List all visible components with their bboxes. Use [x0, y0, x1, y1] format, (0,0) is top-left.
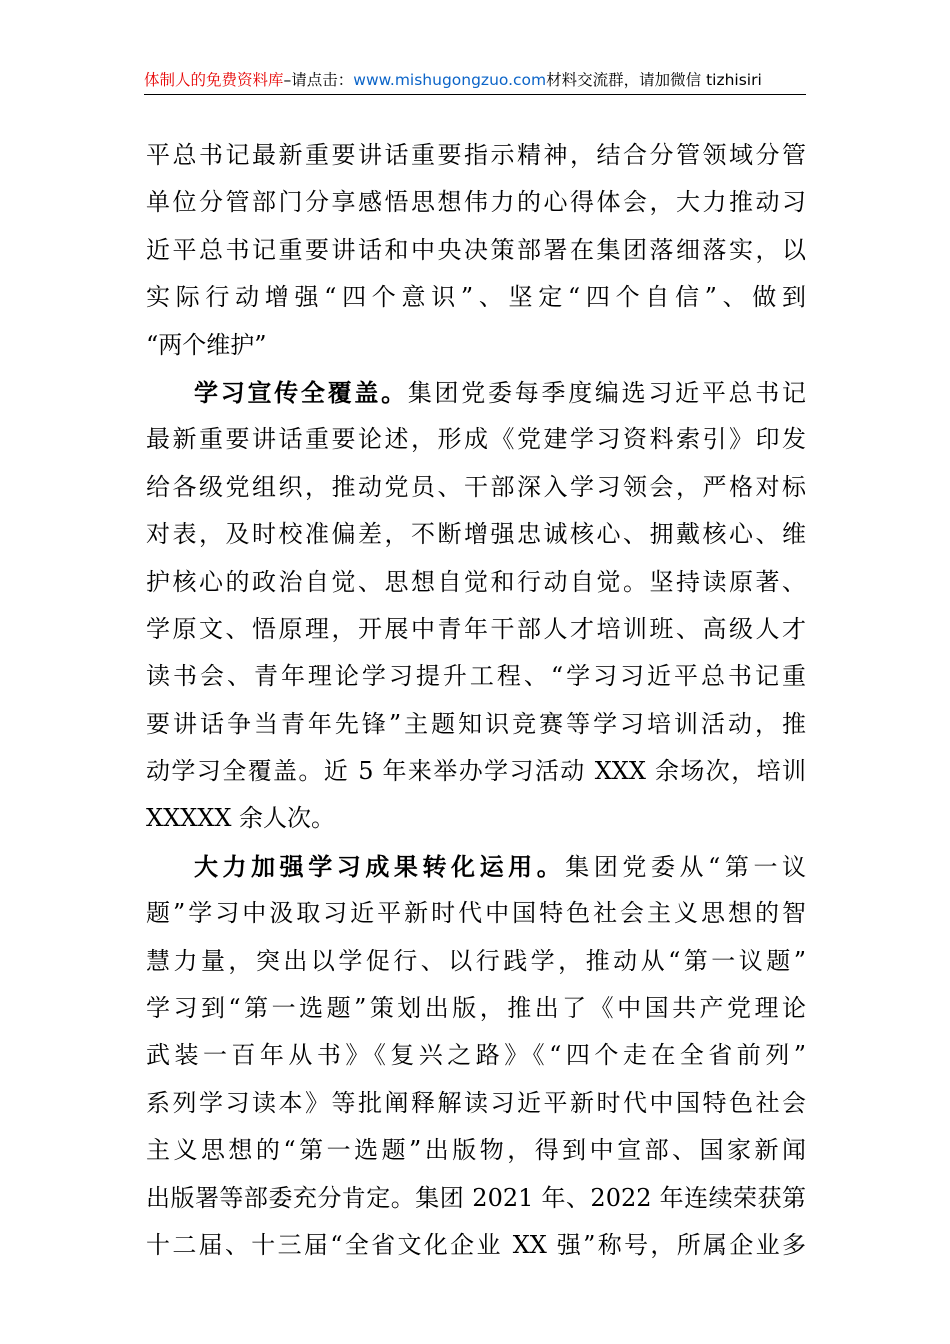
- text-line: 慧力量，突出以学促行、以行践学，推动从“第一议题”: [146, 946, 806, 975]
- paragraph-first-line: [146, 843, 806, 890]
- paragraph-heading: 大力加强学习成果转化运用。: [194, 851, 566, 881]
- page-header: [144, 68, 806, 95]
- text-line: 给各级党组织，推动党员、干部深入学习领会，严格对标: [146, 472, 806, 501]
- text-line: “两个维护”: [146, 330, 267, 359]
- paragraph-text: 集团党委从“第一议: [565, 852, 806, 881]
- text-line: 平总书记最新重要讲话重要指示精神，结合分管领域分管: [146, 141, 806, 169]
- text-line: 对表，及时校准偏差，不断增强忠诚核心、拥戴核心、维: [146, 520, 806, 549]
- text-line: 读书会、青年理论学习提升工程、“学习习近平总书记重: [146, 662, 806, 691]
- text-line: 主义思想的“第一选题”出版物，得到中宣部、国家新闻: [146, 1136, 806, 1165]
- header-brand: 体制人的免费资料库: [144, 71, 284, 89]
- text-line: 系列学习读本》等批阐释解读习近平新时代中国特色社会: [146, 1088, 806, 1117]
- paragraph-first-line: [146, 369, 806, 416]
- text-line: 要讲话争当青年先锋”主题知识竞赛等学习培训活动，推: [146, 709, 806, 738]
- text-line: 实际行动增强“四个意识”、坚定“四个自信”、做到: [146, 283, 806, 312]
- text-line: 学原文、悟原理，开展中青年干部人才培训班、高级人才: [146, 614, 806, 643]
- paragraph-2: [146, 369, 806, 843]
- document-body: [146, 132, 806, 1269]
- header-wechat-note: 材料交流群，请加微信 tizhisiri: [546, 71, 762, 89]
- text-line: XXXXX 余人次。: [146, 804, 336, 833]
- text-line: 题”学习中汲取习近平新时代中国特色社会主义思想的智: [146, 899, 806, 928]
- text-line: 护核心的政治自觉、思想自觉和行动自觉。坚持读原著、: [146, 567, 806, 596]
- text-line: 近平总书记重要讲话和中央决策部署在集团落细落实，以: [146, 235, 806, 264]
- paragraph-1: [146, 132, 806, 369]
- paragraph-heading: 学习宣传全覆盖。: [194, 377, 408, 407]
- text-line: 武装一百年从书》《复兴之路》《“四个走在全省前列”: [146, 1041, 806, 1070]
- text-line: 十二届、十三届“全省文化企业 XX 强”称号，所属企业多: [146, 1230, 806, 1259]
- header-prompt: –请点击：: [283, 71, 354, 89]
- text-line: 单位分管部门分享感悟思想伟力的心得体会，大力推动习: [146, 188, 806, 217]
- text-line: 出版署等部委充分肯定。集团 2021 年、2022 年连续荣获第: [146, 1183, 806, 1212]
- paragraph-text: 集团党委每季度编选习近平总书记: [407, 378, 807, 407]
- paragraph-3: [146, 843, 806, 1270]
- text-line: 学习到“第一选题”策划出版，推出了《中国共产党理论: [146, 994, 806, 1023]
- header-url-link[interactable]: www.mishugongzuo.com: [353, 71, 547, 89]
- text-line: 最新重要讲话重要论述，形成《党建学习资料索引》印发: [146, 425, 806, 454]
- text-line: 动学习全覆盖。近 5 年来举办学习活动 XXX 余场次，培训: [146, 757, 806, 786]
